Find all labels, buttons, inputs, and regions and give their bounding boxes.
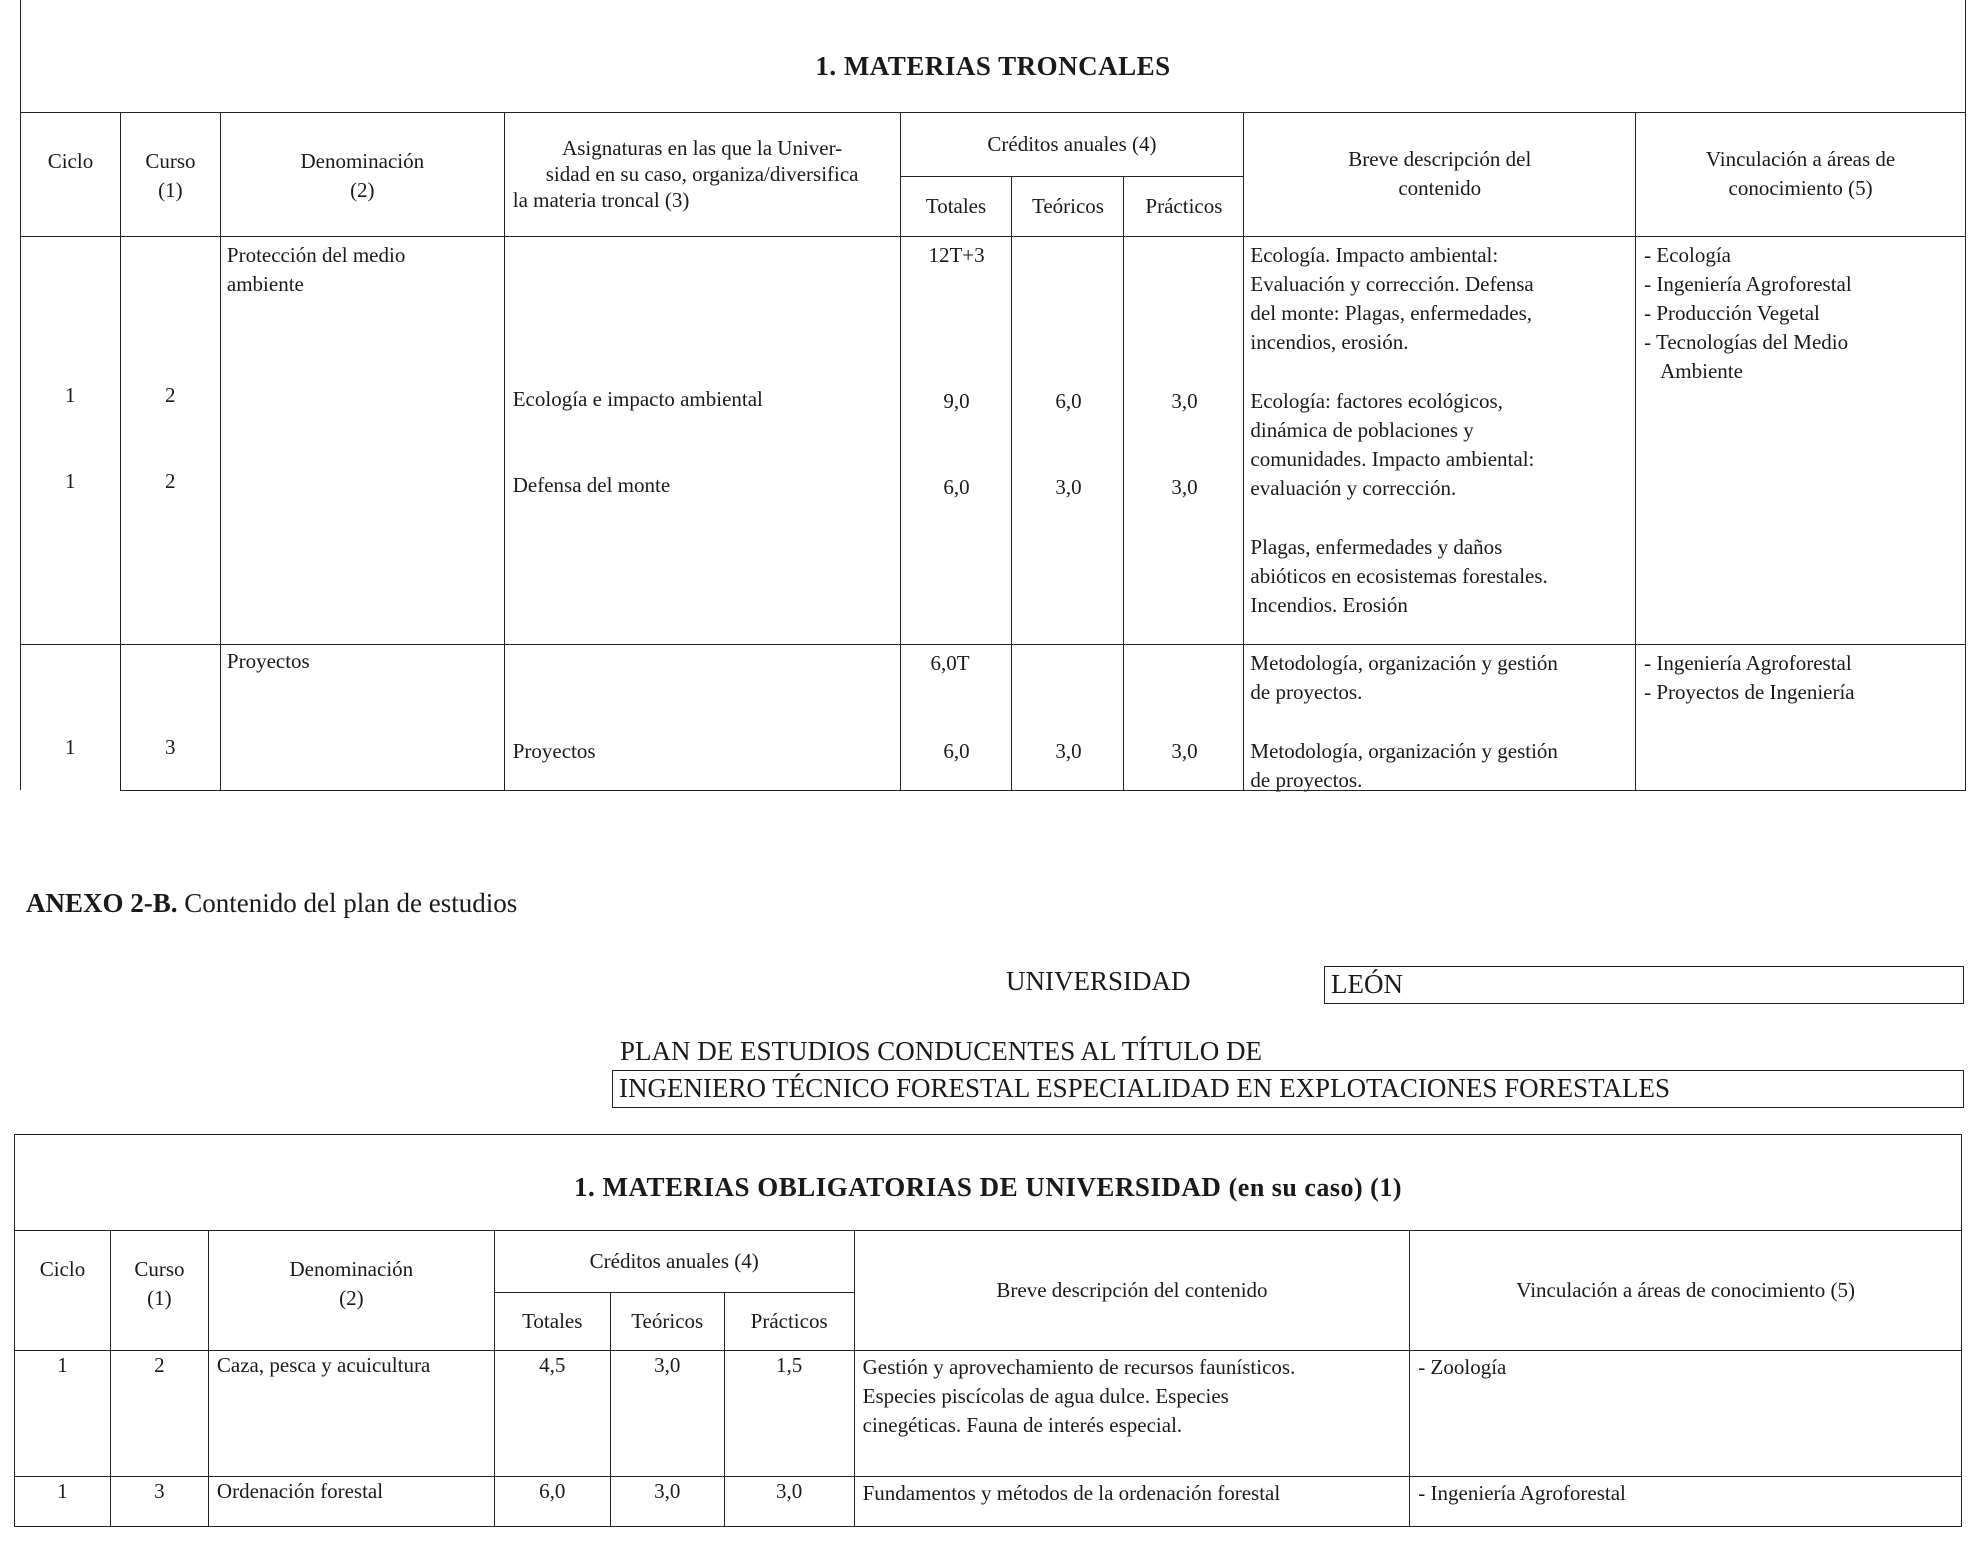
descripcion-cell: Metodología, organización y gestión de proyectos. Metodología, organización y gestión de proyectos. [1244,644,1636,790]
header-practicos: Prácticos [724,1293,854,1351]
teoricos-cell: 3,0 [610,1477,724,1527]
header-denominacion: Denominación (2) [208,1231,494,1351]
header-creditos: Créditos anuales (4) [900,112,1244,176]
descripcion-cell: Fundamentos y métodos de la ordenación forestal [854,1477,1410,1527]
practicos-cell: 1,5 [724,1351,854,1477]
curso-cell: 2 2 [120,236,220,644]
ciclo-cell: 1 [15,1477,111,1527]
totales-cell: 12T+3 9,0 6,0 [900,236,1012,644]
descripcion-cell: Ecología. Impacto ambiental: Evaluación y corrección. Defensa del monte: Plagas, enfermedades, incendios, erosión. Ecología: factores ecológicos, dinámica de poblaciones y comunidades. Impacto ambiental: evaluación y corrección. Plagas, enfermedades y daños abióticos en ecosistemas forestales. Incendios. Erosión [1244,236,1636,644]
universidad-label: UNIVERSIDAD [1006,966,1191,996]
header-breve: Breve descripción del contenido [854,1231,1410,1351]
practicos-cell: 3,0 [724,1477,854,1527]
materia-row [21,644,1966,790]
annex-heading [26,888,517,919]
denominacion-cell: Ordenación forestal [208,1477,494,1527]
vinculacion-cell: - Zoología [1410,1351,1962,1477]
header-asignaturas: Asignaturas en las que la Univer- sidad en su caso, organiza/diversifica la materia troncal (3) [504,112,900,236]
header-totales: Totales [494,1293,610,1351]
header-teoricos: Teóricos [1012,176,1124,236]
header-practicos: Prácticos [1124,176,1244,236]
header-vinculacion: Vinculación a áreas de conocimiento (5) [1636,112,1966,236]
header-teoricos: Teóricos [610,1293,724,1351]
vinculacion-cell: - Ecología - Ingeniería Agroforestal - Producción Vegetal - Tecnologías del Medio Ambiente [1636,236,1966,644]
teoricos-cell: 3,0 [610,1351,724,1477]
annex-label: ANEXO 2-B. [26,888,178,918]
header-totales: Totales [900,176,1012,236]
troncales-title: 1. MATERIAS TRONCALES [21,0,1966,112]
vinculacion-cell: - Ingeniería Agroforestal [1410,1477,1962,1527]
curso-cell: 3 [120,644,220,790]
totales-cell: 6,0T 6,0 [900,644,1012,790]
teoricos-cell: 6,0 3,0 [1012,236,1124,644]
descripcion-cell: Gestión y aprovechamiento de recursos faunísticos. Especies piscícolas de agua dulce. Especies cinegéticas. Fauna de interés especial. [854,1351,1410,1477]
annex-text: Contenido del plan de estudios [177,888,518,918]
header-curso: Curso (1) [120,112,220,236]
practicos-cell: 3,0 3,0 [1124,236,1244,644]
curso-cell: 3 [110,1477,208,1527]
header-creditos: Créditos anuales (4) [494,1231,854,1293]
header-denominacion: Denominación (2) [220,112,504,236]
ciclo-cell: 1 1 [21,236,121,644]
vinculacion-cell: - Ingeniería Agroforestal - Proyectos de Ingeniería [1636,644,1966,790]
header-breve: Breve descripción del contenido [1244,112,1636,236]
totales-cell: 6,0 [494,1477,610,1527]
curso-cell: 2 [110,1351,208,1477]
obligatorias-title: 1. MATERIAS OBLIGATORIAS DE UNIVERSIDAD (en su caso) (1) [15,1135,1962,1231]
totales-cell: 4,5 [494,1351,610,1477]
header-vinculacion: Vinculación a áreas de conocimiento (5) [1410,1231,1962,1351]
header-curso: Curso (1) [110,1231,208,1351]
header-ciclo: Ciclo [21,112,121,236]
table-row [15,1477,1962,1527]
plan-value: INGENIERO TÉCNICO FORESTAL ESPECIALIDAD EN EXPLOTACIONES FORESTALES [612,1070,1964,1108]
ciclo-cell: 1 [15,1351,111,1477]
ciclo-cell: 1 [21,644,121,790]
asignatura-cell: Proyectos [504,644,900,790]
plan-label: PLAN DE ESTUDIOS CONDUCENTES AL TÍTULO DE [620,1036,1262,1066]
troncales-table [20,0,1966,791]
table-row [15,1351,1962,1477]
denominacion-cell: Caza, pesca y acuicultura [208,1351,494,1477]
universidad-value: LEÓN [1324,966,1964,1004]
denominacion-cell: Protección del medio ambiente [220,236,504,644]
denominacion-cell: Proyectos [220,644,504,790]
teoricos-cell: 3,0 [1012,644,1124,790]
practicos-cell: 3,0 [1124,644,1244,790]
obligatorias-table [14,1134,1962,1527]
asignatura-cell: Ecología e impacto ambiental Defensa del monte [504,236,900,644]
materia-row [21,236,1966,644]
header-ciclo: Ciclo [15,1231,111,1351]
